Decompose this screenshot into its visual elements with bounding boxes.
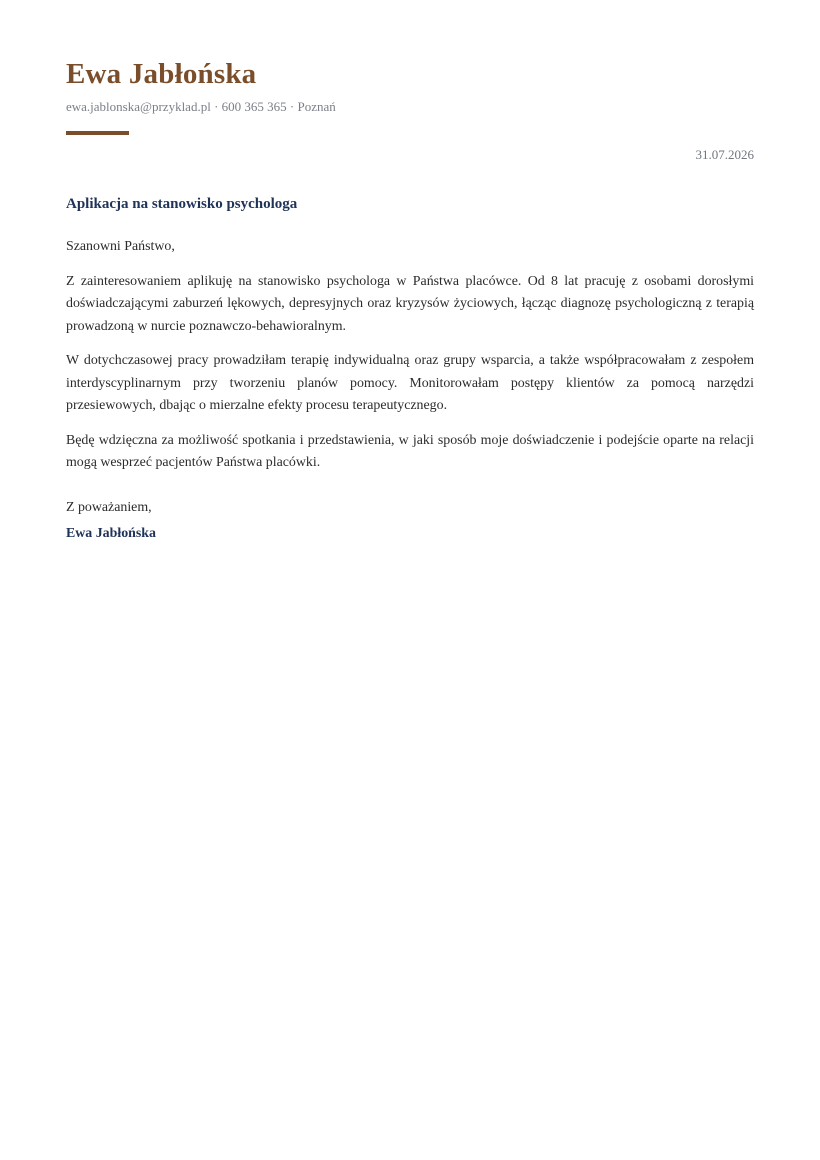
header-divider xyxy=(66,131,129,135)
salutation: Szanowni Państwo, xyxy=(66,239,175,254)
paragraph-3: Będę wdzięczna za możliwość spotkania i przedstawienia, w jaki sposób moje doświadczenie i podejście oparte na relacji mogą wesprzeć pacjentów Państwa placówki. xyxy=(66,432,754,470)
letter-subject: Aplikacja na stanowisko psychologa xyxy=(66,196,298,212)
paragraph-2: W dotychczasowej pracy prowadziłam terapię indywidualną oraz grupy wsparcia, a także współpracowałam z zespołem interdyscyplinarnym przy tworzeniu planów pomocy. Monitorowałam postępy klientów za pomocą narzędzi przesiewowych, dbając o mierzalne efekty procesu terapeutycznego. xyxy=(66,353,754,413)
paragraph-1: Z zainteresowaniem aplikuję na stanowisko psychologa w Państwa placówce. Od 8 lat pracuję z osobami dorosłymi doświadczającymi zaburzeń lękowych, depresyjnych oraz kryzysów życiowych, łącząc diagnozę psychologiczną z terapią prowadzoną w nurcie poznawczo-behawioralnym. xyxy=(66,273,754,334)
closing: Z poważaniem, xyxy=(66,499,152,515)
author-name: Ewa Jabłońska xyxy=(66,58,257,90)
letter-date: 31.07.2026 xyxy=(695,147,754,162)
signature: Ewa Jabłońska xyxy=(66,526,156,541)
letter-body xyxy=(66,236,754,546)
contact-line: ewa.jablonska@przyklad.pl · 600 365 365 · Poznań xyxy=(66,99,336,114)
